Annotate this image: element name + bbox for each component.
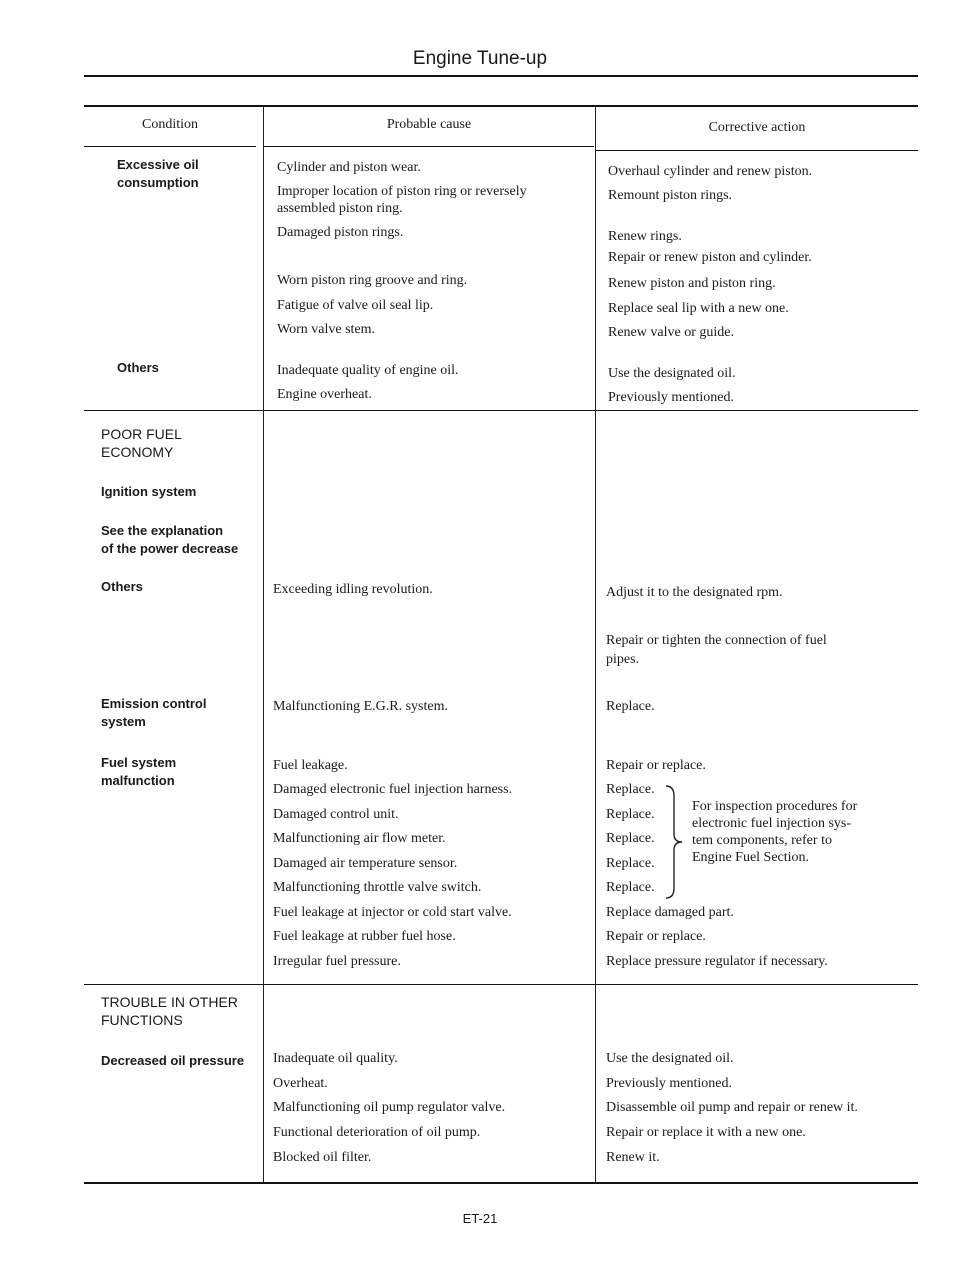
condition-see-explanation-line2: of the power decrease [101,541,239,556]
action-text: Repair or replace. [606,758,706,773]
action-text: Replace. [606,831,655,846]
action-text: Use the designated oil. [606,1051,734,1066]
cause-text: Fuel leakage at rubber fuel hose. [273,929,456,944]
cause-text: Overheat. [273,1076,328,1091]
condition-see-explanation: See the explanation [101,523,224,538]
section-poor-fuel-economy-line2: ECONOMY [101,444,174,460]
cause-text: Cylinder and piston wear. [277,160,421,175]
efi-inspection-note: For inspection procedures for electronic fuel injection sys- tem components, refer to Engine Fuel Section. [692,799,858,865]
action-text: Replace seal lip with a new one. [608,301,789,316]
action-text: Previously mentioned. [608,390,734,405]
action-text: Replace. [606,856,655,871]
condition-fuel-system-line2: malfunction [101,773,175,788]
cause-text: Fatigue of valve oil seal lip. [277,298,434,313]
section-rule-2 [84,984,918,985]
action-text: Renew it. [606,1150,660,1165]
header-condition: Condition [141,117,198,132]
condition-ignition-system: Ignition system [101,484,197,499]
cause-text: Inadequate oil quality. [273,1051,398,1066]
cause-text: Damaged control unit. [273,807,399,822]
action-text: Repair or replace. [606,929,706,944]
action-text: Replace damaged part. [606,905,734,920]
action-text: Overhaul cylinder and renew piston. [608,164,813,179]
condition-emission-control: Emission control [101,696,207,711]
page-number: ET-21 [462,1211,498,1226]
condition-emission-control-line2: system [101,714,146,729]
brace-bracket [664,784,688,900]
condition-excessive-oil-line2: consumption [117,175,199,190]
action-text: Renew valve or guide. [608,325,734,340]
section-trouble-other-functions-line2: FUNCTIONS [101,1012,183,1028]
section-rule-1 [84,410,918,411]
column-divider-1 [263,106,264,1182]
action-text: pipes. [606,652,640,667]
cause-text: Functional deterioration of oil pump. [273,1125,481,1140]
cause-text: Malfunctioning air flow meter. [273,831,446,846]
cause-text: Irregular fuel pressure. [273,954,401,969]
cause-text: Fuel leakage. [273,758,348,773]
condition-decreased-oil-pressure: Decreased oil pressure [101,1053,245,1068]
action-text: Replace. [606,782,655,797]
header-rule-condition [84,146,256,147]
cause-text: Malfunctioning oil pump regulator valve. [273,1100,506,1115]
condition-fuel-system: Fuel system [101,755,177,770]
action-text: Replace pressure regulator if necessary. [606,954,828,969]
cause-text: Worn piston ring groove and ring. [277,273,468,288]
action-text: Adjust it to the designated rpm. [606,585,783,600]
title-rule [84,75,918,77]
cause-text: Malfunctioning throttle valve switch. [273,880,482,895]
action-text: Remount piston rings. [608,188,733,203]
header-rule-cause [264,146,594,147]
cause-text: Damaged air temperature sensor. [273,856,458,871]
condition-excessive-oil: Excessive oil [117,157,199,172]
section-trouble-other-functions: TROUBLE IN OTHER [101,994,238,1010]
cause-text: Exceeding idling revolution. [273,582,433,597]
cause-text: Improper location of piston ring or reversely [277,184,527,199]
action-text: Repair or replace it with a new one. [606,1125,806,1140]
action-text: Repair or renew piston and cylinder. [608,250,812,265]
action-text: Renew piston and piston ring. [608,276,776,291]
action-text: Replace. [606,807,655,822]
cause-text: Damaged piston rings. [277,225,404,240]
page-title: Engine Tune-up [412,48,548,69]
cause-text: Inadequate quality of engine oil. [277,363,459,378]
action-text: Repair or tighten the connection of fuel [606,633,827,648]
action-text: Renew rings. [608,229,682,244]
cause-text: Worn valve stem. [277,322,376,337]
table-bottom-rule [84,1182,918,1184]
condition-others-1: Others [117,360,159,375]
cause-text: Damaged electronic fuel injection harness. [273,782,513,797]
header-probable-cause: Probable cause [386,117,472,132]
cause-text: Malfunctioning E.G.R. system. [273,699,448,714]
header-rule-action [596,150,918,151]
action-text: Replace. [606,880,655,895]
cause-text: Engine overheat. [277,387,372,402]
action-text: Use the designated oil. [608,366,736,381]
action-text: Disassemble oil pump and repair or renew it. [606,1100,858,1115]
action-text: Previously mentioned. [606,1076,732,1091]
cause-text: assembled piston ring. [277,201,403,216]
header-corrective-action: Corrective action [708,120,806,135]
column-divider-2 [595,106,596,1182]
cause-text: Fuel leakage at injector or cold start valve. [273,905,512,920]
cause-text: Blocked oil filter. [273,1150,372,1165]
table-top-rule [84,105,918,107]
action-text: Replace. [606,699,655,714]
condition-others-2: Others [101,579,143,594]
section-poor-fuel-economy: POOR FUEL [101,426,182,442]
